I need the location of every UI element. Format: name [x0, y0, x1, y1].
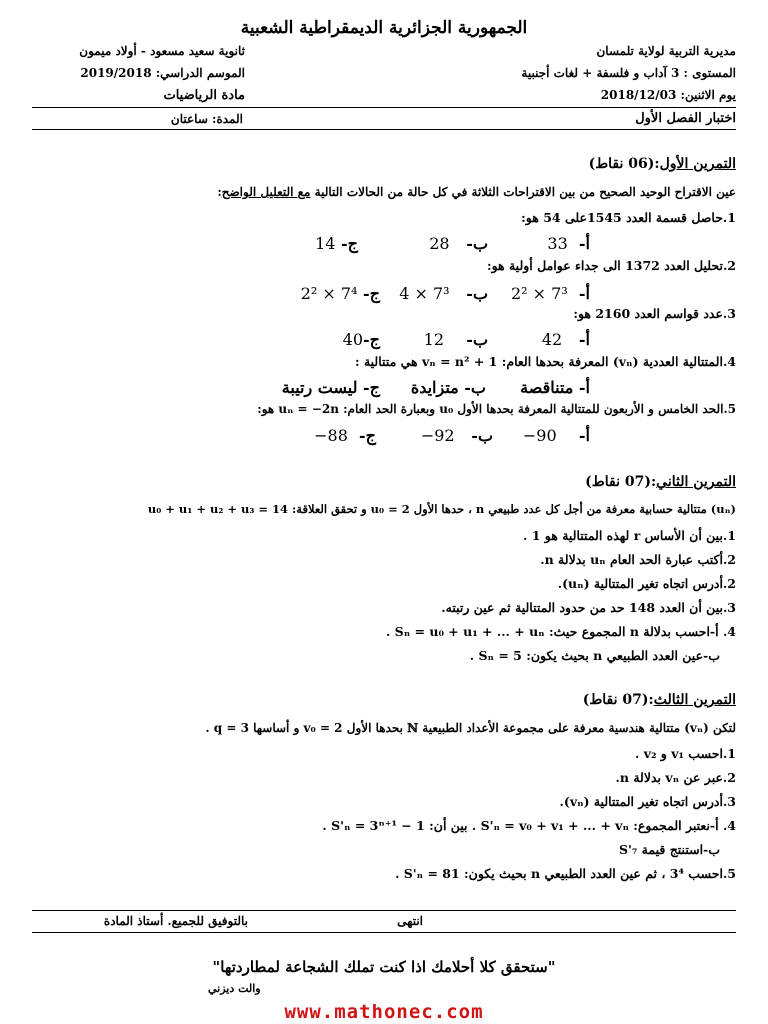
good-luck: بالتوفيق للجميع. أستاذ المادة: [103, 914, 248, 928]
ex1-q3-opt-b: ب- 12: [423, 330, 488, 349]
ex1-q1-opt-a: أ- 33: [547, 234, 590, 253]
subject: مادة الرياضيات: [163, 88, 245, 103]
ex1-q5-opt-a: أ- −90: [522, 426, 590, 445]
ex1-instruction: عين الاقتراح الوحيد الصحيح من بين الاقتراحات الثلاثة في كل حالة من الحالات التالية مع التعليل الواضح:: [217, 185, 736, 199]
exam-day: يوم الاثنين: 2018/12/03: [600, 88, 736, 102]
website-watermark[interactable]: www.mathonec.com: [284, 1001, 484, 1023]
ex1-q2: 2.تحليل العدد 1372 الى جداء عوامل أولية هو:: [486, 258, 736, 273]
ex1-instruction-main: عين الاقتراح الوحيد الصحيح من بين الاقتراحات الثلاثة في كل حالة من الحالات التالية: [314, 185, 736, 199]
ex1-q4: 4.المتتالية العددية (vₙ) المعرفة بحدها العام: vₙ = n² + 1 هي متتالية :: [354, 354, 736, 369]
ex1-q4-opt-b: ب- متزايدة: [410, 378, 486, 397]
ex2-line-3: 2.أدرس اتجاه تغير المتتالية (uₙ).: [557, 576, 736, 591]
ex3-title: التمرين الثالث: [653, 692, 736, 708]
ex1-q5-opt-b: ب- −92: [420, 426, 493, 445]
ex3-intro: لتكن (vₙ) متتالية هندسية معرفة على مجموعة الأعداد الطبيعية ℕ بحدها الأول v₀ = 2 و أساسها q = 3 .: [205, 721, 736, 735]
ex2-intro: (uₙ) متتالية حسابية معرفة من أجل كل عدد طبيعي n ، حدها الأول u₀ = 2 و تحقق العلاقة: u₀ + u₁ + u₂ + u₃ = 14: [147, 502, 736, 516]
school-year: الموسم الدراسي: 2019/2018: [80, 66, 245, 80]
ex3-line-5: ب-استنتج قيمة S'₇: [618, 842, 720, 857]
ex2-line-5: 4. أ-احسب بدلالة n المجموع حيث: Sₙ = u₀ + u₁ + ... + uₙ .: [385, 624, 736, 639]
duration: المدة: ساعتان: [170, 112, 243, 126]
ex1-q3: 3.عدد قواسم العدد 2160 هو:: [573, 306, 736, 321]
header-divider-bottom: [32, 129, 736, 130]
closing-quote: "ستحقق كلا أحلامك اذا كنت تملك الشجاعة لمطاردتها": [212, 958, 556, 976]
footer-divider-bottom: [32, 932, 736, 933]
ex1-heading: [589, 156, 736, 172]
school-name: ثانوية سعيد مسعود - أولاد ميمون: [79, 44, 245, 58]
ex1-q4-opt-c: ج- ليست رتيبة: [281, 378, 380, 397]
ex1-q2-opt-b: ب- 4 × 7³: [399, 284, 488, 303]
level: المستوى : 3 آداب و فلسفة + لغات أجنبية: [521, 66, 736, 80]
ex3-line-4: 4. أ-نعتبر المجموع: S'ₙ = v₀ + v₁ + ... + vₙ . بين أن: S'ₙ = 3ⁿ⁺¹ − 1 .: [322, 818, 736, 833]
ex3-line-3: 3.أدرس اتجاه تغير المتتالية (vₙ).: [559, 794, 736, 809]
exam-title: اختبار الفصل الأول: [635, 111, 736, 126]
ex1-title: التمرين الأول: [659, 156, 736, 172]
ex2-line-4: 3.بين أن العدد 148 حد من حدود المتتالية ثم عين رتبته.: [441, 600, 736, 615]
quote-author: والت ديزني: [208, 982, 261, 995]
ex1-q1: 1.حاصل قسمة العدد 1545على 54 هو:: [521, 210, 736, 225]
ex2-heading: [585, 474, 736, 490]
directorate: مديرية التربية لولاية تلمسان: [596, 44, 736, 58]
ex2-points: :(07 نقاط): [585, 474, 657, 490]
ex3-line-6: 5.احسب 3⁴ ، ثم عين العدد الطبيعي n بحيث يكون: S'ₙ = 81 .: [395, 866, 736, 881]
header-divider-top: [32, 107, 736, 108]
ex2-line-1: 1.بين أن الأساس r لهذه المتتالية هو 1 .: [523, 528, 736, 543]
ex3-heading: [583, 692, 736, 708]
ex1-q1-opt-b: ب- 28: [429, 234, 488, 253]
ex2-title: التمرين الثاني: [656, 474, 736, 490]
footer-divider-top: [32, 910, 736, 911]
ex1-q5: 5.الحد الخامس و الأربعون للمتتالية المعرفة بحدها الأول u₀ وبعبارة الحد العام: uₙ = −2n هو:: [257, 402, 736, 416]
ex1-q3-opt-c: ج-40: [342, 330, 380, 349]
ex1-instruction-justify: مع التعليل الواضح: [221, 185, 311, 199]
ex2-line-6: ب-عين العدد الطبيعي n بحيث يكون: Sₙ = 5 .: [469, 648, 720, 663]
ex3-points: :(07 نقاط): [582, 692, 654, 708]
ex3-line-1: 1.احسب v₁ و v₂ .: [634, 746, 736, 761]
ex1-q4-opt-a: أ- متناقصة: [520, 378, 590, 397]
ex1-points: :(06 نقاط): [588, 156, 660, 172]
ex1-q5-opt-c: ج- −88: [314, 426, 376, 445]
ex2-line-2: 2.أكتب عبارة الحد العام uₙ بدلالة n.: [540, 552, 736, 567]
republic-title: الجمهورية الجزائرية الديمقراطية الشعبية: [240, 18, 528, 38]
ex3-line-2: 2.عبر عن vₙ بدلالة n.: [615, 770, 736, 785]
ex1-q2-opt-a: أ- 2² × 7³: [511, 284, 590, 303]
end-label: انتهى: [397, 914, 423, 928]
ex1-q3-opt-a: أ- 42: [541, 330, 590, 349]
ex1-q1-opt-c: ج- 14: [315, 234, 358, 253]
ex1-q2-opt-c: ج- 2² × 7⁴: [300, 284, 380, 303]
